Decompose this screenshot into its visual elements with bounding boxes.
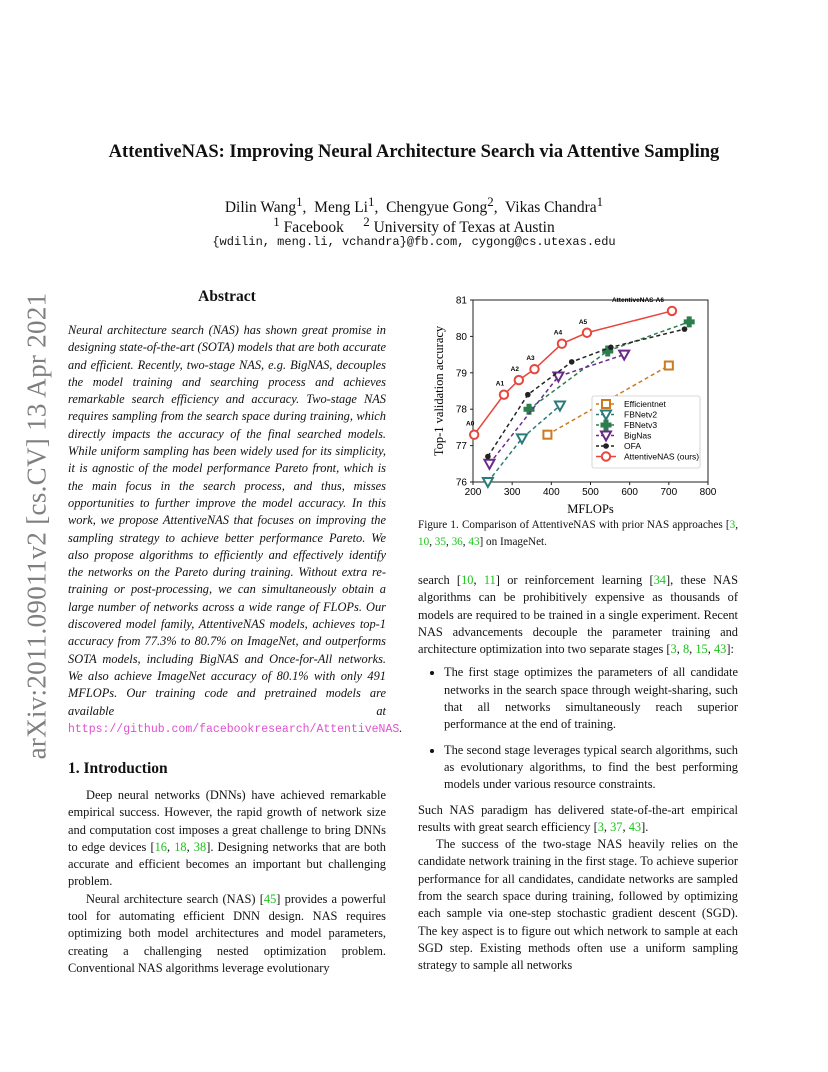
author-list: Dilin Wang$^1$, Meng Li$^1$, Chengyue Gong$^2$, Vikas Chandra$^1$	[224, 194, 604, 217]
author: Meng Li	[314, 199, 368, 217]
citation-link[interactable]: 3	[670, 642, 677, 657]
series-line-fbnetv2	[488, 406, 560, 482]
data-point-ofa	[682, 326, 688, 332]
data-point-bignas	[484, 460, 494, 469]
citation-link[interactable]: 16	[154, 839, 167, 854]
affiliations: $^1$ Facebook $^2$ University of Texas at Austin	[273, 214, 555, 237]
stage-list	[418, 664, 738, 793]
legend-label: FBNetv2	[624, 409, 658, 420]
point-label: A4	[553, 329, 563, 337]
accuracy-vs-flops-chart	[418, 288, 748, 516]
author: Vikas Chandra	[505, 199, 597, 217]
y-tick-label: 76	[455, 477, 467, 489]
citation-link[interactable]: 43	[713, 642, 727, 657]
citation-link[interactable]: 10	[418, 536, 430, 548]
point-label: A1	[495, 380, 505, 388]
legend-label: AttentiveNAS (ours)	[624, 451, 700, 462]
introduction-body	[68, 787, 386, 977]
figure-caption: Figure 1. Comparison of AttentiveNAS with prior NAS approaches [3, 10, 35, 36, 43] on ImageNet.	[418, 519, 738, 548]
paragraph: Neural architecture search (NAS) [45] provides a powerful tool for automating efficient DNN design. NAS requires optimizing both model architectures and model parameters, creating a challenging nested optimization problem. Conventional NAS algorithms leverage evolutionary	[68, 891, 386, 975]
data-point-fbnetv3	[684, 317, 694, 327]
citation-link[interactable]: 45	[263, 891, 277, 906]
citation-link[interactable]: 43	[628, 819, 642, 834]
right-column-body	[418, 572, 738, 975]
citation-link[interactable]: 37	[610, 819, 623, 834]
section-heading-introduction: 1. Introduction	[68, 760, 168, 777]
affiliation: University of Texas at Austin	[373, 219, 555, 237]
list-item: • The second stage leverages typical search algorithms, such as evolutionary algorithms, to find the best performing models under various resource constraints.	[444, 742, 738, 794]
point-label: A0	[466, 420, 475, 428]
y-axis-label: Top-1 validation accuracy	[432, 325, 446, 457]
code-link[interactable]: https://github.com/facebookresearch/AttentiveNAS	[68, 722, 400, 736]
legend-marker	[603, 443, 609, 449]
data-point-efficientnet	[665, 362, 673, 370]
author: Chengyue Gong	[386, 199, 488, 217]
data-point-bignas	[619, 351, 629, 360]
paragraph: Deep neural networks (DNNs) have achieved remarkable empirical success. However, the rapid growth of network size and computation cost imposes a great challenge to bring DNNs to edge devices [16, 18, 38]. Designing networks that are both accurate and efficient becomes an important but challenging problem.	[68, 788, 386, 889]
citation-link[interactable]: 18	[174, 839, 187, 854]
citation-link[interactable]: 38	[193, 839, 207, 854]
legend-marker	[602, 400, 610, 408]
citation-link[interactable]: 3	[597, 819, 604, 834]
data-point-fbnetv2	[483, 478, 493, 487]
paragraph: The success of the two-stage NAS heavily relies on the candidate network training in the first stage. To achieve superior performance for all candidates, candidate networks are sampled from the search space during training, followed by optimizing each sample via one-step stochastic gradient descent (SGD). The key aspect is to figure out which network to sample at each SGD step. Existing methods often use a uniform sampling strategy to sample all networks	[418, 837, 738, 973]
figure-1	[418, 288, 748, 516]
abstract-heading: Abstract	[198, 288, 256, 305]
citation-link[interactable]: 15	[695, 642, 708, 657]
citation-link[interactable]: 34	[653, 573, 666, 587]
data-point-attentivenas-ours	[500, 390, 508, 398]
y-tick-label: 77	[455, 441, 467, 453]
legend-label: Efficientnet	[624, 399, 666, 409]
legend-marker	[602, 452, 610, 460]
x-axis-label: MFLOPs	[567, 502, 614, 516]
x-tick-label: 600	[621, 487, 639, 498]
paragraph: search [10, 11] or reinforcement learning [34], these NAS algorithms can be prohibitively expensive as thousands of models are required to be trained in a single experiment. Recent NAS advancements decouple the parameter training and architecture optimization into two separate stages [3, 8, 15, 43]:	[418, 573, 739, 657]
paragraph: Such NAS paradigm has delivered state-of-the-art empirical results with great search efficiency [3, 37, 43].	[418, 802, 738, 834]
data-point-attentivenas-ours	[668, 307, 676, 315]
y-tick-label: 79	[455, 368, 467, 380]
legend-label: FBNetv3	[624, 420, 658, 430]
citation-link[interactable]: 8	[682, 642, 690, 657]
x-tick-label: 800	[699, 487, 717, 498]
data-point-attentivenas-ours	[470, 430, 478, 438]
data-point-ofa	[608, 345, 614, 351]
data-point-attentivenas-ours	[530, 365, 538, 373]
legend-label: BigNas	[624, 430, 652, 441]
citation-link[interactable]: 36	[451, 536, 463, 548]
paper-title: AttentiveNAS: Improving Neural Architecture Search via Attentive Sampling	[108, 142, 720, 162]
arxiv-sidebar	[22, 286, 52, 766]
x-tick-label: 500	[582, 487, 599, 498]
arxiv-id: arXiv:2011.09011v2 [cs.CV] 13 Apr 2021	[21, 292, 52, 760]
list-item: • The first stage optimizes the parameters of all candidate networks in the search space through weight-sharing, such that all networks simultaneously reach superior performance at the end of training.	[444, 664, 738, 733]
citation-link[interactable]: 43	[468, 536, 480, 548]
legend-label: OFA	[624, 441, 642, 451]
author-emails: {wdilin, meng.li, vchandra}@fb.com, cygong@cs.utexas.edu	[212, 235, 616, 249]
data-point-ofa	[569, 359, 575, 365]
data-point-ofa	[485, 454, 491, 460]
data-point-attentivenas-ours	[515, 376, 523, 384]
author: Dilin Wang	[224, 199, 297, 217]
point-label: A2	[510, 366, 519, 374]
x-tick-label: 700	[660, 487, 678, 498]
y-tick-label: 78	[455, 404, 467, 416]
data-point-attentivenas-ours	[558, 339, 566, 347]
x-tick-label: 300	[503, 487, 521, 498]
y-tick-label: 81	[455, 295, 467, 307]
citation-link[interactable]: 10	[461, 573, 474, 587]
affiliation: Facebook	[283, 219, 344, 237]
citation-link[interactable]: 3	[729, 519, 736, 531]
data-point-attentivenas-ours	[583, 329, 591, 337]
citation-link[interactable]: 35	[434, 536, 446, 548]
point-label: A5	[578, 318, 588, 326]
x-tick-label: 400	[542, 487, 560, 498]
y-tick-label: 80	[455, 331, 467, 343]
x-tick-label: 200	[464, 487, 482, 498]
data-point-efficientnet	[543, 431, 551, 439]
citation-link[interactable]: 11	[483, 573, 496, 587]
point-label: AttentiveNAS-A6	[611, 296, 664, 304]
point-label: A3	[526, 355, 535, 363]
data-point-ofa	[525, 392, 531, 398]
abstract-body: Neural architecture search (NAS) has shown great promise in designing state-of-the-art (SOTA) models that are both accurate and efficient. Recently, two-stage NAS, e.g. BigNAS, decouples the model training and searching process and achieves remarkable search efficiency and accuracy. Two-stage NAS requires sampling from the search space during training, which directly impacts the accuracy of the final searched models. While uniform sampling has been widely used for its simplicity, it is agnostic of the model performance Pareto front, which is the main focus in the search process, and thus, misses opportunities to further improve the model accuracy. In this work, we propose AttentiveNAS that focuses on improving the sampling strategy to achieve better performance Pareto. We also propose algorithms to efficiently and effectively identify the networks on the Pareto during training. Without extra re-training or post-processing, we can simultaneously obtain a large number of networks across a wide range of FLOPs. Our discovered model family, AttentiveNAS models, achieves top-1 accuracy from 77.3% to 80.7% on ImageNet, and outperforms SOTA models, including BigNAS and Once-for-All networks. We also achieve ImageNet accuracy of 80.1% with only 491 MFLOPs. Our training code and pretrained models are available at https://github.com/facebookresearch/AttentiveNAS.	[68, 323, 403, 736]
